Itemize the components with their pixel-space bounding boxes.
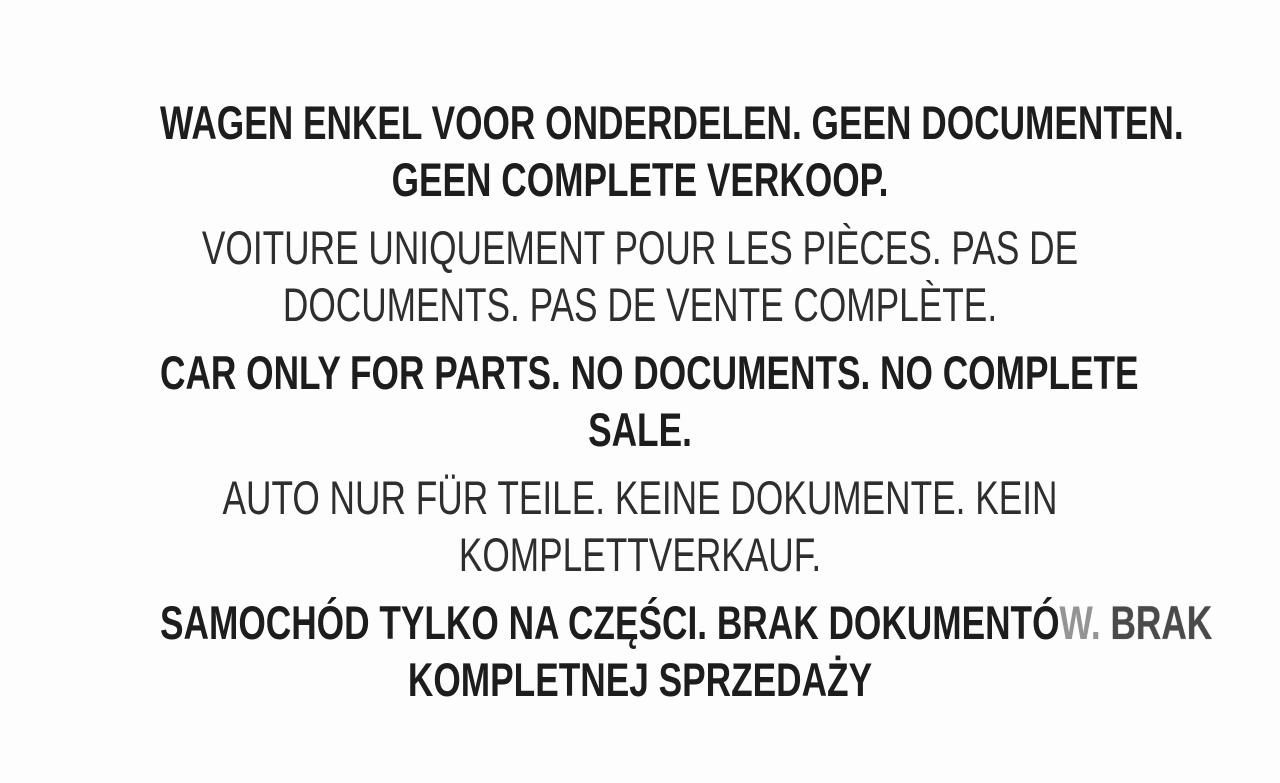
- notice-line-dutch-2: GEEN COMPLETE VERKOOP.: [391, 153, 889, 206]
- notice-line-french-2: DOCUMENTS. PAS DE VENTE COMPLÈTE.: [282, 278, 998, 331]
- notice-paragraph-english: [0, 344, 1280, 458]
- notice-paragraph-dutch: [0, 94, 1280, 208]
- notice-paragraph-polish: [0, 594, 1280, 708]
- notice-line-english-2: SALE.: [588, 403, 692, 456]
- notice-line-french-1: VOITURE UNIQUEMENT POUR LES PIÈCES. PAS DE: [201, 221, 1079, 274]
- notice-line-german-1: AUTO NUR FÜR TEILE. KEINE DOKUMENTE. KEIN: [222, 471, 1058, 524]
- notice-line-english-1: CAR ONLY FOR PARTS. NO DOCUMENTS. NO COMPLETE: [160, 346, 1139, 399]
- notice-paragraph-french: [0, 219, 1280, 333]
- notice-polish-segment-faded: W.: [1059, 596, 1111, 649]
- notice-line-polish-2: KOMPLETNEJ SPRZEDAŻY: [407, 653, 873, 706]
- notice-polish-segment-speckled: BRAK: [1110, 596, 1213, 649]
- notice-paragraph-german: [0, 469, 1280, 583]
- notice-line-dutch-1: WAGEN ENKEL VOOR ONDERDELEN. GEEN DOCUMENTEN.: [160, 96, 1184, 149]
- notice-line-german-2: KOMPLETTVERKAUF.: [458, 528, 822, 581]
- notice-polish-segment-dark: SAMOCHÓD TYLKO NA CZĘŚCI. BRAK DOKUMENTÓ: [160, 596, 1060, 649]
- notice-line-polish-1: [160, 594, 1213, 651]
